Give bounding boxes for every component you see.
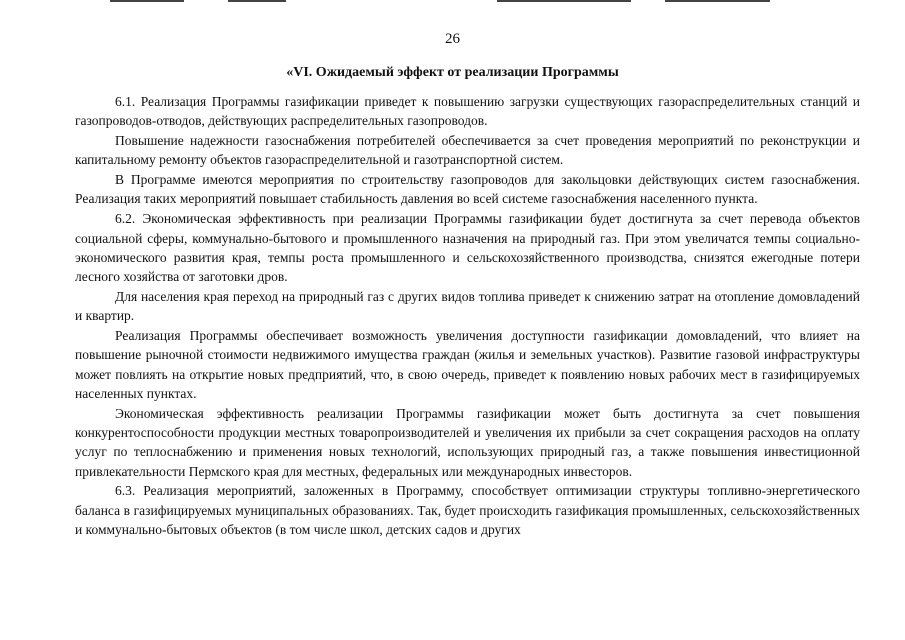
document-body — [75, 92, 860, 539]
paragraph-6-2: 6.2. Экономическая эффективность при реализации Программы газификации будет достигнута за счет перевода объектов социальной сферы, коммунально-бытового и промышленного назначения на природный газ. При этом увеличатся темпы социально-экономического развития края, темпы роста промышленного и сельскохозяйственного производства, снизятся ежегодные потери лесного хозяйства от заготовки дров. — [75, 211, 860, 285]
top-rule — [497, 0, 631, 2]
paragraph-population: Для населения края переход на природный газ с других видов топлива приведет к снижению затрат на отопление домовладений и квартир. — [75, 288, 860, 324]
paragraph-6-1: 6.1. Реализация Программы газификации приведет к повышению загрузки существующих газораспределительных станций и газопроводов-отводов, действующих распределительных газопроводов. — [75, 94, 860, 129]
section-title: «VI. Ожидаемый эффект от реализации Программы — [286, 65, 619, 80]
paragraph-looping: В Программе имеются мероприятия по строительству газопроводов для закольцовки действующих систем газоснабжения. Реализация таких мероприятий повышает стабильность давления во всей системе газоснабжения населенного пункта. — [75, 172, 860, 207]
top-rule — [228, 0, 286, 2]
paragraph-reliability: Повышение надежности газоснабжения потребителей обеспечивается за счет проведения мероприятий по реконструкции и капитальному ремонту объектов газораспределительной и газотранспортной систем. — [75, 133, 860, 168]
page-number: 26 — [445, 31, 460, 47]
top-rule — [110, 0, 184, 2]
paragraph-accessibility: Реализация Программы обеспечивает возможность увеличения доступности газификации домовладений, что влияет на повышение рыночной стоимости недвижимого имущества граждан (жилья и земельных участков). Развитие газовой инфраструктуры может повлиять на открытие новых предприятий, что, в свою очередь, приведет к появлению новых рабочих мест в газифицируемых населенных пунктах. — [75, 328, 860, 401]
top-rule — [665, 0, 770, 2]
paragraph-economic: Экономическая эффективность реализации Программы газификации может быть достигнута за счет повышения конкурентоспособности продукции местных товаропроизводителей и увеличения их прибыли за счет сокращения расходов на оплату услуг по теплоснабжению и применения новых технологий, использующих природный газ, а также повышения инвестиционной привлекательности Пермского края для местных, федеральных или международных инвесторов. — [75, 405, 860, 479]
paragraph-6-3: 6.3. Реализация мероприятий, заложенных в Программу, способствует оптимизации структуры топливно-энергетического баланса в газифицируемых муниципальных образованиях. Так, будет происходить газификация промышленных, сельскохозяйственных и коммунально-бытовых объектов (в том числе школ, детских садов и других — [75, 483, 860, 538]
